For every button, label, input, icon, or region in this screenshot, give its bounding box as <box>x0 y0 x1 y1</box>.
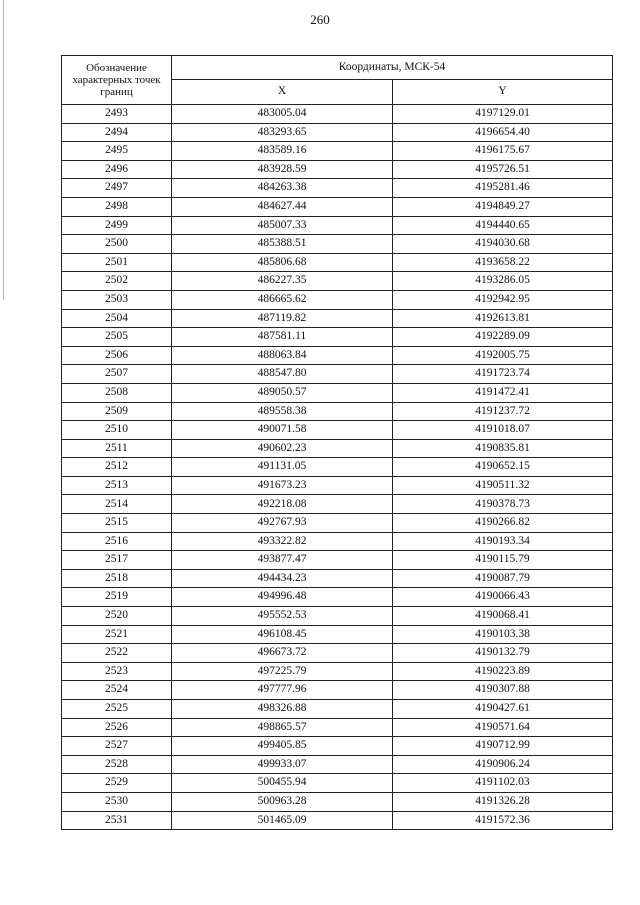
table-row <box>62 588 613 607</box>
table-row <box>62 476 613 495</box>
y-coordinate-cell: 4191018.07 <box>393 421 613 440</box>
point-id-cell: 2515 <box>62 514 172 533</box>
table-row <box>62 755 613 774</box>
x-coordinate-cell: 491131.05 <box>172 458 393 477</box>
table-body <box>62 105 613 830</box>
point-id-cell: 2517 <box>62 551 172 570</box>
y-coordinate-cell: 4190378.73 <box>393 495 613 514</box>
x-coordinate-cell: 483589.16 <box>172 142 393 161</box>
table-row <box>62 142 613 161</box>
point-id-cell: 2509 <box>62 402 172 421</box>
table-row <box>62 290 613 309</box>
x-coordinate-cell: 487119.82 <box>172 309 393 328</box>
point-id-cell: 2503 <box>62 290 172 309</box>
x-coordinate-cell: 485388.51 <box>172 235 393 254</box>
header-point-label: Обозначение характерных точек границ <box>62 56 172 105</box>
y-coordinate-cell: 4197129.01 <box>393 105 613 124</box>
x-coordinate-cell: 488547.80 <box>172 365 393 384</box>
y-coordinate-cell: 4190571.64 <box>393 718 613 737</box>
x-coordinate-cell: 495552.53 <box>172 607 393 626</box>
x-coordinate-cell: 486227.35 <box>172 272 393 291</box>
table-row <box>62 346 613 365</box>
table-row <box>62 160 613 179</box>
table-row <box>62 532 613 551</box>
table-row <box>62 551 613 570</box>
point-id-cell: 2510 <box>62 421 172 440</box>
y-coordinate-cell: 4193286.05 <box>393 272 613 291</box>
x-coordinate-cell: 490602.23 <box>172 439 393 458</box>
y-coordinate-cell: 4190223.89 <box>393 662 613 681</box>
x-coordinate-cell: 489558.38 <box>172 402 393 421</box>
point-id-cell: 2528 <box>62 755 172 774</box>
point-id-cell: 2496 <box>62 160 172 179</box>
y-coordinate-cell: 4193658.22 <box>393 253 613 272</box>
y-coordinate-cell: 4190835.81 <box>393 439 613 458</box>
x-coordinate-cell: 493877.47 <box>172 551 393 570</box>
y-coordinate-cell: 4192289.09 <box>393 328 613 347</box>
y-coordinate-cell: 4190906.24 <box>393 755 613 774</box>
y-coordinate-cell: 4191102.03 <box>393 774 613 793</box>
point-id-cell: 2505 <box>62 328 172 347</box>
y-coordinate-cell: 4191472.41 <box>393 383 613 402</box>
y-coordinate-cell: 4190266.82 <box>393 514 613 533</box>
point-id-cell: 2531 <box>62 811 172 830</box>
y-coordinate-cell: 4192942.95 <box>393 290 613 309</box>
point-id-cell: 2520 <box>62 607 172 626</box>
header-coordinates-group: Координаты, МСК-54 <box>172 56 613 80</box>
y-coordinate-cell: 4190068.41 <box>393 607 613 626</box>
table-row <box>62 569 613 588</box>
point-id-cell: 2521 <box>62 625 172 644</box>
y-coordinate-cell: 4190087.79 <box>393 569 613 588</box>
x-coordinate-cell: 491673.23 <box>172 476 393 495</box>
x-coordinate-cell: 492767.93 <box>172 514 393 533</box>
point-id-cell: 2527 <box>62 737 172 756</box>
point-id-cell: 2519 <box>62 588 172 607</box>
x-coordinate-cell: 497777.96 <box>172 681 393 700</box>
point-id-cell: 2494 <box>62 123 172 142</box>
table-row <box>62 197 613 216</box>
table-row <box>62 309 613 328</box>
y-coordinate-cell: 4190103.38 <box>393 625 613 644</box>
table-row <box>62 681 613 700</box>
y-coordinate-cell: 4192613.81 <box>393 309 613 328</box>
x-coordinate-cell: 494996.48 <box>172 588 393 607</box>
x-coordinate-cell: 484627.44 <box>172 197 393 216</box>
point-id-cell: 2498 <box>62 197 172 216</box>
x-coordinate-cell: 500455.94 <box>172 774 393 793</box>
point-id-cell: 2499 <box>62 216 172 235</box>
x-coordinate-cell: 496673.72 <box>172 644 393 663</box>
point-id-cell: 2513 <box>62 476 172 495</box>
table-row <box>62 439 613 458</box>
y-coordinate-cell: 4190307.88 <box>393 681 613 700</box>
table-row <box>62 383 613 402</box>
x-coordinate-cell: 492218.08 <box>172 495 393 514</box>
y-coordinate-cell: 4191723.74 <box>393 365 613 384</box>
table-row <box>62 662 613 681</box>
coordinates-table <box>61 55 613 830</box>
x-coordinate-cell: 497225.79 <box>172 662 393 681</box>
table-row <box>62 421 613 440</box>
y-coordinate-cell: 4190193.34 <box>393 532 613 551</box>
table-header <box>62 56 613 105</box>
y-coordinate-cell: 4190132.79 <box>393 644 613 663</box>
point-id-cell: 2500 <box>62 235 172 254</box>
x-coordinate-cell: 499933.07 <box>172 755 393 774</box>
table-row <box>62 272 613 291</box>
y-coordinate-cell: 4196175.67 <box>393 142 613 161</box>
x-coordinate-cell: 494434.23 <box>172 569 393 588</box>
y-coordinate-cell: 4190427.61 <box>393 700 613 719</box>
x-coordinate-cell: 496108.45 <box>172 625 393 644</box>
y-coordinate-cell: 4194030.68 <box>393 235 613 254</box>
table-row <box>62 495 613 514</box>
table-row <box>62 607 613 626</box>
table-row <box>62 700 613 719</box>
x-coordinate-cell: 490071.58 <box>172 421 393 440</box>
point-id-cell: 2507 <box>62 365 172 384</box>
x-coordinate-cell: 488063.84 <box>172 346 393 365</box>
point-id-cell: 2495 <box>62 142 172 161</box>
table-row <box>62 625 613 644</box>
y-coordinate-cell: 4194440.65 <box>393 216 613 235</box>
point-id-cell: 2504 <box>62 309 172 328</box>
point-id-cell: 2526 <box>62 718 172 737</box>
x-coordinate-cell: 485007.33 <box>172 216 393 235</box>
x-coordinate-cell: 483005.04 <box>172 105 393 124</box>
header-x: X <box>172 80 393 105</box>
y-coordinate-cell: 4195281.46 <box>393 179 613 198</box>
table-row <box>62 105 613 124</box>
y-coordinate-cell: 4190652.15 <box>393 458 613 477</box>
x-coordinate-cell: 483293.65 <box>172 123 393 142</box>
point-id-cell: 2511 <box>62 439 172 458</box>
point-id-cell: 2524 <box>62 681 172 700</box>
y-coordinate-cell: 4191237.72 <box>393 402 613 421</box>
page-number: 260 <box>310 12 330 27</box>
point-id-cell: 2502 <box>62 272 172 291</box>
point-id-cell: 2523 <box>62 662 172 681</box>
point-id-cell: 2512 <box>62 458 172 477</box>
point-id-cell: 2525 <box>62 700 172 719</box>
table-row <box>62 644 613 663</box>
table-row <box>62 365 613 384</box>
header-y: Y <box>393 80 613 105</box>
y-coordinate-cell: 4190115.79 <box>393 551 613 570</box>
x-coordinate-cell: 499405.85 <box>172 737 393 756</box>
x-coordinate-cell: 493322.82 <box>172 532 393 551</box>
y-coordinate-cell: 4196654.40 <box>393 123 613 142</box>
table-row <box>62 123 613 142</box>
point-id-cell: 2493 <box>62 105 172 124</box>
point-id-cell: 2516 <box>62 532 172 551</box>
x-coordinate-cell: 498326.88 <box>172 700 393 719</box>
x-coordinate-cell: 501465.09 <box>172 811 393 830</box>
y-coordinate-cell: 4195726.51 <box>393 160 613 179</box>
x-coordinate-cell: 498865.57 <box>172 718 393 737</box>
point-id-cell: 2514 <box>62 495 172 514</box>
table-row <box>62 792 613 811</box>
x-coordinate-cell: 500963.28 <box>172 792 393 811</box>
point-id-cell: 2508 <box>62 383 172 402</box>
y-coordinate-cell: 4191326.28 <box>393 792 613 811</box>
table-row <box>62 328 613 347</box>
table-row <box>62 216 613 235</box>
table-row <box>62 179 613 198</box>
table-row <box>62 235 613 254</box>
table-row <box>62 811 613 830</box>
y-coordinate-cell: 4190712.99 <box>393 737 613 756</box>
x-coordinate-cell: 487581.11 <box>172 328 393 347</box>
table-row <box>62 402 613 421</box>
x-coordinate-cell: 484263.38 <box>172 179 393 198</box>
y-coordinate-cell: 4190511.32 <box>393 476 613 495</box>
x-coordinate-cell: 489050.57 <box>172 383 393 402</box>
point-id-cell: 2501 <box>62 253 172 272</box>
x-coordinate-cell: 485806.68 <box>172 253 393 272</box>
y-coordinate-cell: 4194849.27 <box>393 197 613 216</box>
point-id-cell: 2506 <box>62 346 172 365</box>
table-row <box>62 253 613 272</box>
point-id-cell: 2497 <box>62 179 172 198</box>
point-id-cell: 2522 <box>62 644 172 663</box>
table-row <box>62 737 613 756</box>
table-row <box>62 514 613 533</box>
table-row <box>62 458 613 477</box>
scan-margin-line <box>3 0 4 300</box>
table-row <box>62 718 613 737</box>
x-coordinate-cell: 483928.59 <box>172 160 393 179</box>
point-id-cell: 2530 <box>62 792 172 811</box>
y-coordinate-cell: 4190066.43 <box>393 588 613 607</box>
point-id-cell: 2529 <box>62 774 172 793</box>
y-coordinate-cell: 4191572.36 <box>393 811 613 830</box>
table-row <box>62 774 613 793</box>
x-coordinate-cell: 486665.62 <box>172 290 393 309</box>
y-coordinate-cell: 4192005.75 <box>393 346 613 365</box>
point-id-cell: 2518 <box>62 569 172 588</box>
